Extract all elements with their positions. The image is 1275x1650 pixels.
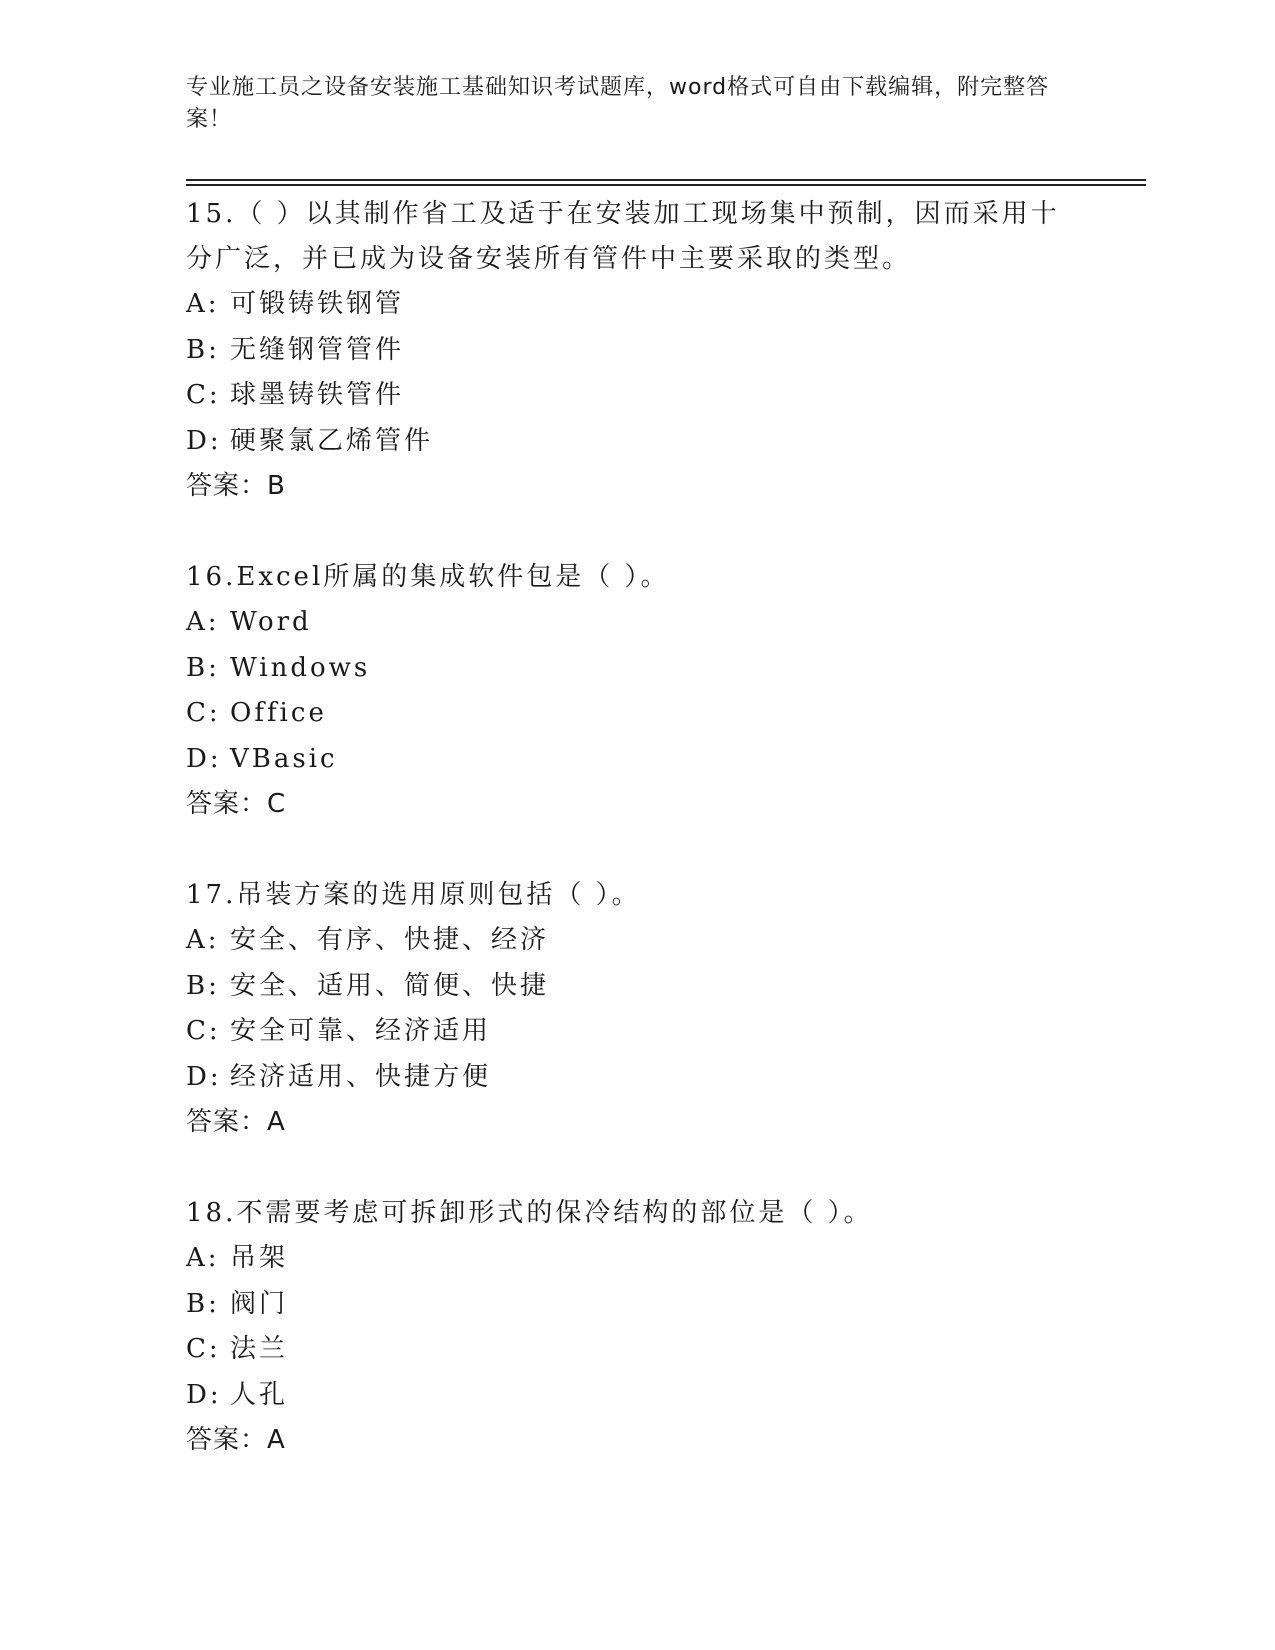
option-key: B: xyxy=(186,1288,220,1319)
option-text: 人孔 xyxy=(230,1379,289,1410)
option-key: C: xyxy=(186,380,221,410)
option-key: B: xyxy=(186,970,220,1001)
option-key: D: xyxy=(186,1379,222,1410)
option-text: Windows xyxy=(230,652,371,683)
document-header: 专业施工员之设备安装施工基础知识考试题库，word格式可自由下载编辑，附完整答案！ xyxy=(186,75,1050,132)
option-key: D: xyxy=(186,425,222,456)
header-divider-top xyxy=(186,179,1146,181)
option-key: A: xyxy=(186,289,220,319)
option-a xyxy=(186,282,1086,328)
option-text: VBasic xyxy=(230,743,338,774)
option-text: 阀门 xyxy=(230,1288,289,1319)
option-text: 法兰 xyxy=(230,1334,289,1364)
option-d xyxy=(186,1055,1086,1101)
option-d xyxy=(186,419,1086,465)
answer-line: 答案：B xyxy=(186,471,286,501)
header-divider-bottom xyxy=(186,184,1146,186)
option-key: C: xyxy=(186,1016,221,1046)
question-stem: 16.Excel所属的集成软件包是（ ）。 xyxy=(186,562,670,592)
answer-line: 答案：C xyxy=(186,789,287,819)
question-15 xyxy=(186,192,1086,509)
question-list xyxy=(186,192,1086,1509)
option-text: 吊架 xyxy=(230,1243,289,1273)
option-b xyxy=(186,964,1086,1010)
option-key: A: xyxy=(186,1243,220,1273)
option-key: B: xyxy=(186,334,220,365)
option-text: 安全、适用、简便、快捷 xyxy=(230,970,550,1001)
option-c xyxy=(186,1327,1086,1373)
option-text: 可锻铸铁钢管 xyxy=(230,289,405,319)
option-a xyxy=(186,918,1086,964)
question-stem: 15.（ ）以其制作省工及适于在安装加工现场集中预制，因而采用十分广泛，并已成为设备安装所有管件中主要采取的类型。 xyxy=(186,199,1060,274)
option-b xyxy=(186,328,1086,374)
option-text: 球墨铸铁管件 xyxy=(230,380,405,410)
question-stem: 18.不需要考虑可拆卸形式的保冷结构的部位是（ ）。 xyxy=(186,1198,873,1228)
answer-line: 答案：A xyxy=(186,1425,286,1455)
question-17 xyxy=(186,873,1086,1145)
option-key: C: xyxy=(186,698,221,728)
option-d xyxy=(186,1373,1086,1419)
option-b xyxy=(186,1282,1086,1328)
option-d xyxy=(186,737,1086,783)
option-key: D: xyxy=(186,1061,222,1092)
question-stem: 17.吊装方案的选用原则包括（ ）。 xyxy=(186,880,641,910)
option-text: 硬聚氯乙烯管件 xyxy=(230,425,434,456)
option-key: D: xyxy=(186,743,222,774)
option-key: A: xyxy=(186,607,220,637)
option-a xyxy=(186,600,1086,646)
option-c xyxy=(186,373,1086,419)
option-key: B: xyxy=(186,652,220,683)
question-18 xyxy=(186,1191,1086,1463)
option-a xyxy=(186,1236,1086,1282)
option-c xyxy=(186,691,1086,737)
option-text: 安全可靠、经济适用 xyxy=(230,1016,492,1046)
option-text: 经济适用、快捷方便 xyxy=(230,1061,492,1092)
question-16 xyxy=(186,555,1086,827)
option-text: Office xyxy=(230,698,327,728)
option-text: Word xyxy=(230,607,312,637)
option-b xyxy=(186,646,1086,692)
option-text: 无缝钢管管件 xyxy=(230,334,405,365)
option-key: C: xyxy=(186,1334,221,1364)
option-key: A: xyxy=(186,925,220,955)
answer-line: 答案：A xyxy=(186,1107,286,1137)
option-c xyxy=(186,1009,1086,1055)
option-text: 安全、有序、快捷、经济 xyxy=(230,925,550,955)
